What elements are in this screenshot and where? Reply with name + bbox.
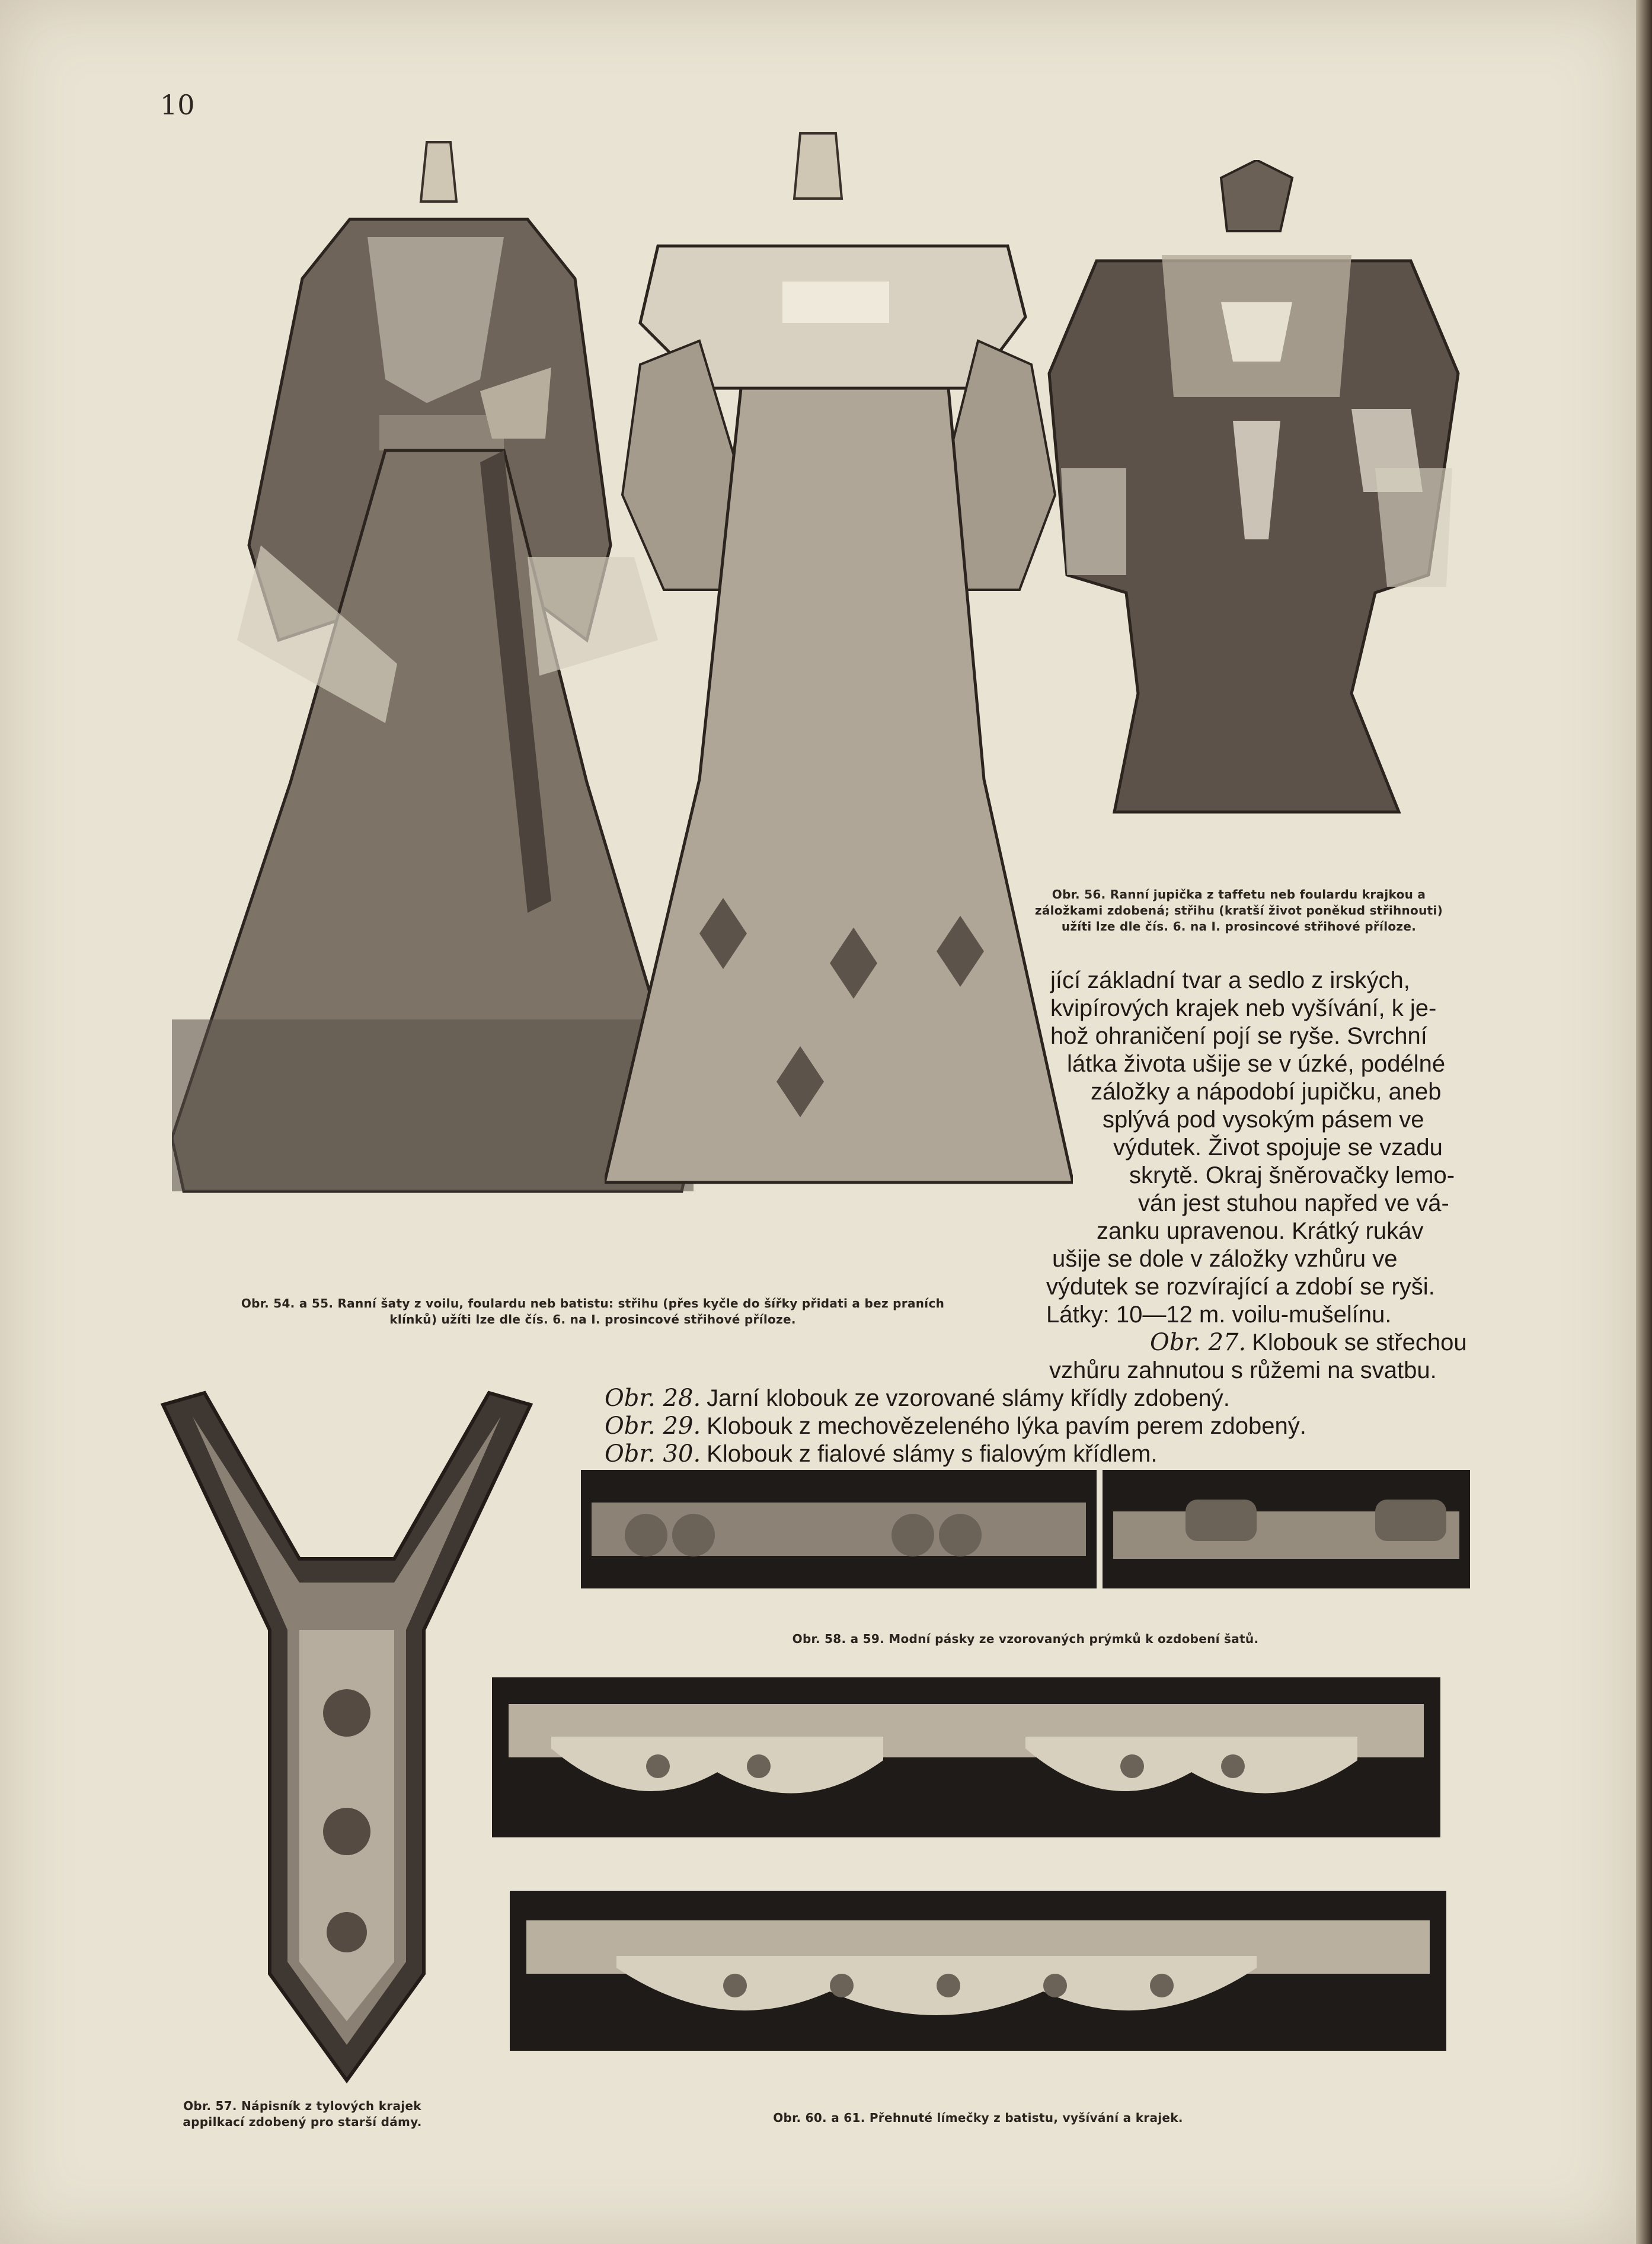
caption-fig-60-61: Obr. 60. a 61. Přehnuté límečky z batistu, vyšívání a krajek.: [773, 2111, 1183, 2125]
body-line-15: vzhůru zahnutou s růžemi na svatbu.: [1049, 1357, 1437, 1383]
body-line-8: skrytě. Okraj šněrovačky lemo-: [1129, 1162, 1455, 1188]
body-line-18-text: Klobouk z fialové slámy s fialovým křídlem.: [707, 1441, 1158, 1467]
caption-fig-54-55: [160, 1296, 1025, 1328]
figure-ref-30: Obr. 30.: [605, 1440, 701, 1468]
caption-fig-56: [1008, 887, 1470, 935]
body-line-16: [605, 1384, 1230, 1412]
illustration-jacket-56: [1043, 160, 1470, 830]
caption-fig-57-line1: Obr. 57. Nápisník z tylových krajek: [183, 2099, 421, 2113]
illustration-collar-60: [492, 1677, 1440, 1837]
body-line-2: kvipírových krajek neb vyšívání, k je-: [1050, 995, 1437, 1021]
body-line-16-text: Jarní klobouk ze vzorované slámy křídly zdobený.: [707, 1385, 1230, 1411]
body-line-9: ván jest stuhou napřed ve vá-: [1138, 1190, 1449, 1216]
body-line-18: [605, 1440, 1157, 1468]
body-line-12: výdutek se rozvírající a zdobí se ryši.: [1046, 1274, 1435, 1300]
figure-ref-28: Obr. 28.: [605, 1385, 701, 1412]
body-line-11: ušije se dole v záložky vzhůru ve: [1052, 1246, 1398, 1272]
caption-fig-56-line2: záložkami zdobená; střihu (kratší život poněkud střihnouti): [1034, 903, 1443, 918]
illustration-belt-59: [1103, 1470, 1470, 1588]
body-line-13: Látky: 10—12 m. voilu-mušelínu.: [1046, 1302, 1392, 1328]
caption-fig-54-55-line1: Obr. 54. a 55. Ranní šaty z voilu, foulardu neb batistu: střihu (přes kyčle do šířky přidati a bez praních: [241, 1296, 945, 1310]
body-line-5: záložky a nápodobí jupičku, aneb: [1091, 1079, 1442, 1105]
illustration-dress-55: [605, 127, 1073, 1218]
caption-fig-56-line3: užíti lze dle čís. 6. na I. prosincové střihové příloze.: [1061, 919, 1417, 934]
figure-ref-27: Obr. 27.: [1150, 1329, 1247, 1356]
caption-fig-58-59: Obr. 58. a 59. Modní pásky ze vzorovaných prýmků k ozdobení šatů.: [792, 1632, 1259, 1646]
caption-fig-54-55-line2: klínků) užíti lze dle čís. 6. na I. prosincové střihové příloze.: [389, 1312, 796, 1326]
body-line-6: splývá pod vysokým pásem ve: [1103, 1107, 1424, 1133]
figure-ref-29: Obr. 29.: [605, 1412, 701, 1440]
illustration-collar-61: [510, 1891, 1446, 2051]
page-edge: [1636, 0, 1652, 2244]
illustration-plastron-57: [151, 1381, 542, 2086]
illustration-belt-58: [581, 1470, 1097, 1588]
body-line-14-text: Klobouk se střechou: [1252, 1329, 1467, 1356]
body-line-3: hož ohraničení pojí se ryše. Svrchní: [1050, 1023, 1427, 1049]
body-line-14: [1150, 1328, 1467, 1357]
caption-fig-57-line2: appilkací zdobený pro starší dámy.: [183, 2115, 422, 2129]
body-line-17-text: Klobouk z mechovězeleného lýka pavím perem zdobený.: [707, 1413, 1306, 1439]
body-line-7: výdutek. Život spojuje se vzadu: [1113, 1134, 1443, 1161]
body-line-4: látka života ušije se v úzké, podélné: [1067, 1051, 1446, 1077]
caption-fig-56-line1: Obr. 56. Ranní jupička z taffetu neb foulardu krajkou a: [1052, 887, 1426, 902]
body-line-17: [605, 1412, 1306, 1440]
page-number: 10: [160, 89, 195, 121]
body-line-1: jící základní tvar a sedlo z irských,: [1050, 967, 1410, 993]
body-line-10: zanku upravenou. Krátký rukáv: [1097, 1218, 1424, 1244]
caption-fig-57: [136, 2098, 468, 2130]
